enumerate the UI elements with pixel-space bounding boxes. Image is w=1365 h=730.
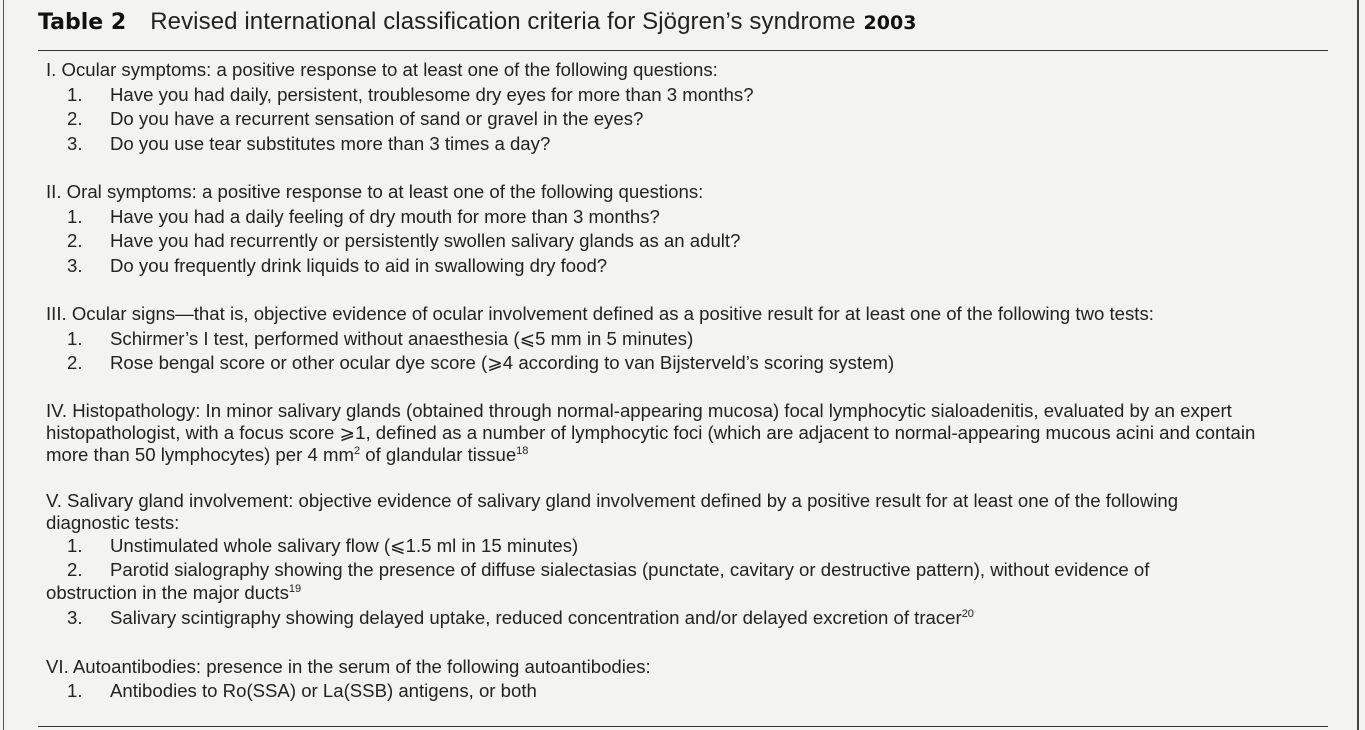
item-number: 3.	[67, 132, 83, 154]
list-item	[46, 679, 1336, 704]
list-item	[46, 107, 1336, 132]
item-number: 1.	[67, 327, 83, 349]
frame-left-border	[3, 0, 4, 730]
paragraph-text: more than 50 lymphocytes) per 4 mm	[46, 443, 354, 465]
item-text: Schirmer’s I test, performed without anaesthesia (⩽5 mm in 5 minutes)	[110, 327, 694, 349]
reference-superscript: 19	[288, 583, 302, 595]
list-item	[46, 351, 1336, 376]
item-text: Antibodies to Ro(SSA) or La(SSB) antigens, or both	[110, 680, 537, 701]
paragraph-line: IV. Histopathology: In minor salivary glands (obtained through normal-appearing mucosa) focal lymphocytic sialoadenitis, evaluated by an expert	[46, 399, 1232, 421]
section-salivary-gland-involvement	[46, 490, 1336, 631]
list-item	[46, 327, 1336, 352]
section-heading: III. Ocular signs—that is, objective evidence of ocular involvement defined as a positive result for at least one of the following two tests:	[46, 303, 1154, 324]
item-number: 1.	[67, 205, 83, 227]
item-text: Parotid sialography showing the presence of diffuse sialectasias (punctate, cavitary or destructive pattern), without evidence of	[110, 559, 1150, 580]
item-line	[46, 558, 1336, 582]
list-item	[46, 606, 1336, 631]
item-text	[110, 606, 974, 631]
list-item	[46, 254, 1336, 279]
item-text: Have you had a daily feeling of dry mouth for more than 3 months?	[110, 205, 660, 227]
table-label: Table 2	[38, 10, 127, 35]
section-heading: I. Ocular symptoms: a positive response to at least one of the following questions:	[46, 59, 718, 80]
frame-right-border	[1357, 0, 1359, 730]
item-line	[46, 582, 1336, 604]
item-text-body: Salivary scintigraphy showing delayed uptake, reduced concentration and/or delayed excretion of tracer	[110, 607, 962, 628]
table-year: 2003	[863, 12, 917, 34]
list-item	[46, 132, 1336, 157]
list-item	[46, 205, 1336, 230]
section-heading: VI. Autoantibodies: presence in the serum of the following autoantibodies:	[46, 655, 651, 677]
item-number: 3.	[67, 607, 83, 628]
item-text: Have you had daily, persistent, troublesome dry eyes for more than 3 months?	[110, 83, 754, 105]
paragraph-line	[46, 444, 1336, 466]
section-ocular-symptoms	[46, 58, 1336, 156]
item-text: Have you had recurrently or persistently swollen salivary glands as an adult?	[110, 230, 741, 251]
item-text: Do you frequently drink liquids to aid in swallowing dry food?	[110, 254, 608, 276]
reference-superscript: 18	[516, 444, 529, 457]
paragraph-line: histopathologist, with a focus score ⩾1, defined as a number of lymphocytic foci (which are adjacent to normal-appearing mucous acini and contain	[46, 421, 1256, 443]
reference-superscript: 20	[961, 608, 974, 620]
item-text: Do you have a recurrent sensation of sand or gravel in the eyes?	[110, 108, 644, 129]
paragraph-line: diagnostic tests:	[46, 511, 180, 533]
item-text: Unstimulated whole salivary flow (⩽1.5 ml in 15 minutes)	[110, 534, 579, 556]
section-oral-symptoms	[46, 180, 1336, 278]
item-number: 1.	[67, 534, 83, 556]
list-item	[46, 229, 1336, 254]
section-ocular-signs	[46, 302, 1336, 376]
table-title: Revised international classification criteria for Sjögren’s syndrome	[150, 8, 856, 35]
item-number: 2.	[67, 352, 83, 373]
section-heading: II. Oral symptoms: a positive response to at least one of the following questions:	[46, 181, 704, 202]
bottom-rule	[38, 726, 1328, 727]
item-text: Do you use tear substitutes more than 3 times a day?	[110, 132, 551, 154]
table-caption	[38, 8, 916, 42]
item-text: obstruction in the major ducts	[46, 582, 289, 603]
list-item	[46, 534, 1336, 559]
superscript: 2	[353, 444, 361, 457]
top-rule	[38, 50, 1328, 51]
list-item	[46, 83, 1336, 108]
item-number: 3.	[67, 254, 83, 276]
item-number: 2.	[67, 559, 83, 580]
list-item	[46, 558, 1336, 604]
table-body	[46, 58, 1336, 704]
section-autoantibodies	[46, 655, 1336, 704]
item-number: 1.	[67, 680, 83, 701]
item-text: Rose bengal score or other ocular dye score (⩾4 according to van Bijsterveld’s scoring system)	[110, 352, 895, 373]
item-number: 2.	[67, 230, 83, 251]
item-number: 2.	[67, 108, 83, 129]
item-number: 1.	[67, 83, 83, 105]
paragraph-line: V. Salivary gland involvement: objective evidence of salivary gland involvement defined by a positive result for at least one of the following	[46, 489, 1179, 511]
section-histopathology	[46, 400, 1336, 466]
paragraph-text: of glandular tissue	[360, 443, 517, 465]
